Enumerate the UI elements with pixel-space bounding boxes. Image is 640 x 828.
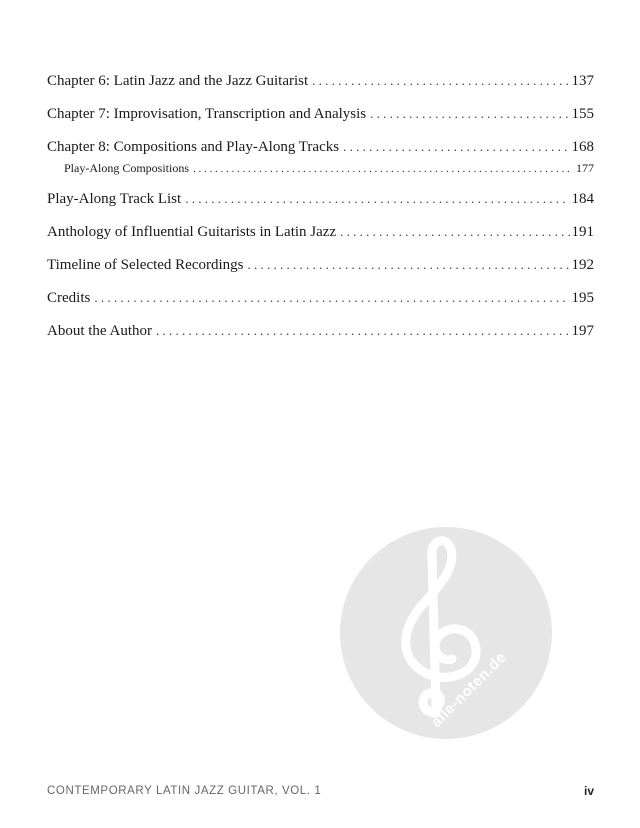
toc-entry-chapter-8[interactable]	[47, 138, 594, 156]
watermark-text: alle-noten.de	[427, 648, 510, 731]
toc-entry-anthology[interactable]	[47, 223, 594, 241]
toc-entry-title: Chapter 6: Latin Jazz and the Jazz Guitarist	[47, 73, 309, 89]
toc-entry-page: 195	[571, 290, 594, 306]
dot-leader	[193, 162, 570, 176]
toc-entry-title: Anthology of Influential Guitarists in Latin Jazz	[47, 224, 337, 240]
watermark	[340, 527, 552, 739]
dot-leader	[248, 256, 570, 274]
toc-entry-page: 177	[576, 161, 594, 175]
dot-leader	[185, 190, 569, 208]
dot-leader	[370, 105, 569, 123]
toc-entry-page: 137	[571, 73, 594, 89]
toc-entry-title: Timeline of Selected Recordings	[47, 257, 244, 273]
toc-entry-play-along-compositions[interactable]	[47, 161, 594, 176]
toc-entry-title: Chapter 7: Improvisation, Transcription and Analysis	[47, 106, 367, 122]
toc-entry-page: 192	[571, 257, 594, 273]
book-title: CONTEMPORARY LATIN JAZZ GUITAR, VOL. 1	[47, 785, 322, 797]
toc-entry-chapter-6[interactable]	[47, 72, 594, 90]
toc-entry-track-list[interactable]	[47, 190, 594, 208]
page-footer	[47, 782, 594, 800]
toc-entry-page: 168	[571, 139, 594, 155]
toc-entry-credits[interactable]	[47, 289, 594, 307]
dot-leader	[340, 223, 569, 241]
toc-entry-page: 197	[571, 323, 594, 339]
toc-entry-about-author[interactable]	[47, 322, 594, 340]
dot-leader	[312, 72, 569, 90]
toc-entry-title: Chapter 8: Compositions and Play-Along Tracks	[47, 139, 340, 155]
treble-clef-icon	[340, 527, 552, 739]
toc-entry-page: 155	[571, 106, 594, 122]
toc-entry-title: Credits	[47, 290, 91, 306]
toc-entry-title: Play-Along Compositions	[64, 161, 190, 175]
toc-entry-page: 184	[571, 191, 594, 207]
page-number: iv	[583, 784, 594, 798]
toc-entry-title: About the Author	[47, 323, 152, 339]
toc-entry-timeline[interactable]	[47, 256, 594, 274]
toc-entry-chapter-7[interactable]	[47, 105, 594, 123]
dot-leader	[94, 289, 569, 307]
toc-entry-page: 191	[571, 224, 594, 240]
dot-leader	[343, 138, 569, 156]
dot-leader	[156, 322, 570, 340]
table-of-contents	[47, 72, 594, 355]
toc-entry-title: Play-Along Track List	[47, 191, 182, 207]
